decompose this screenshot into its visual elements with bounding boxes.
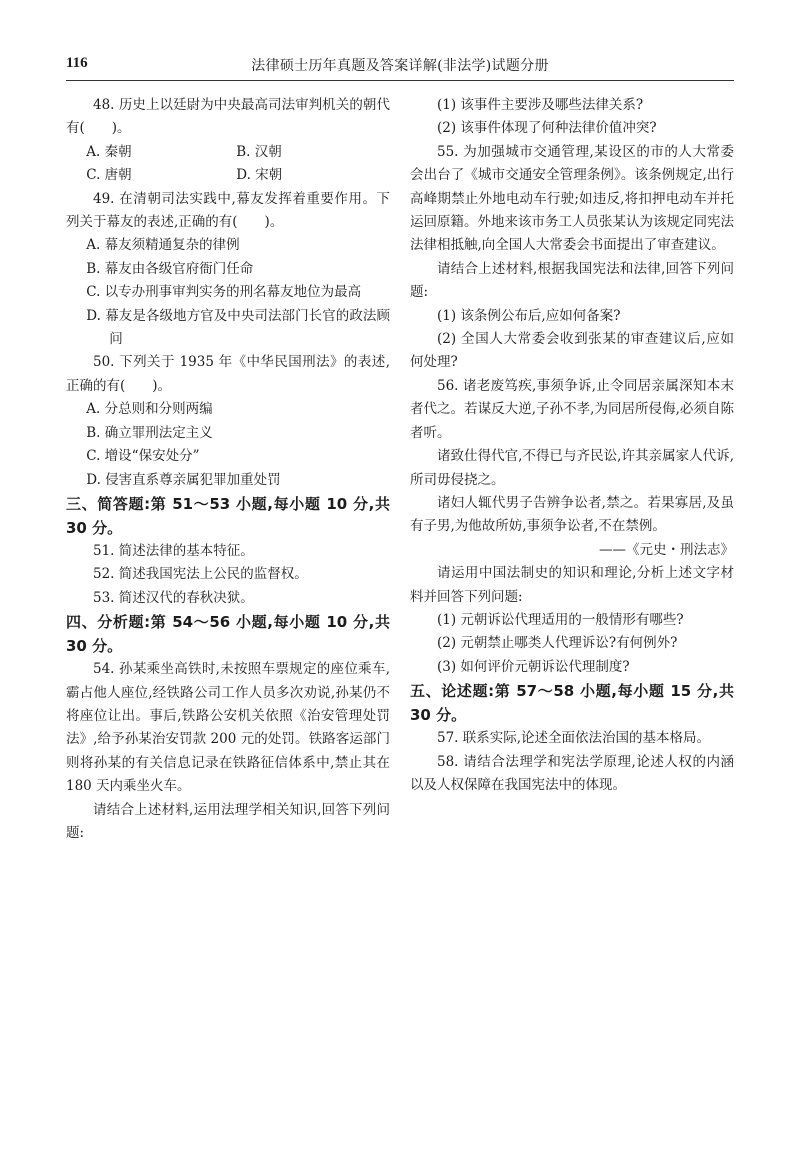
question-51: 51. 简述法律的基本特征。 [93, 542, 254, 559]
question-50-stem: 50. 下列关于 1935 年《中华民国刑法》的表述,正确的有( )。 [66, 354, 390, 394]
question-54-prompt: 请结合上述材料,运用法理学相关知识,回答下列问题: [66, 801, 390, 841]
question-48-options-row-2 [86, 164, 390, 187]
question-56-paragraph-1: 56. 诸老废笃疾,事须争诉,止令同居亲属深知本末者代之。若谋反大逆,子孙不孝,为同居所侵侮,必须自陈者听。 [410, 377, 734, 441]
section-3-heading: 三、简答题:第 51～53 小题,每小题 10 分,共 30 分。 [66, 494, 390, 537]
question-56-subquestion-3: (3) 如何评价元朝诉讼代理制度? [437, 658, 630, 675]
option-49-c: C. 以专办刑事审判实务的刑名幕友地位为最高 [86, 284, 362, 301]
option-49-b: B. 幕友由各级官府衙门任命 [86, 260, 254, 277]
question-54-subquestion-1: (1) 该事件主要涉及哪些法律关系? [437, 97, 644, 113]
question-48-stem: 48. 历史上以廷尉为中央最高司法审判机关的朝代有( )。 [66, 97, 390, 137]
question-57: 57. 联系实际,论述全面依法治国的基本格局。 [437, 730, 711, 747]
option-50-c: C. 增设“保安处分” [86, 448, 200, 465]
running-header-title: 法律硕士历年真题及答案详解(非法学)试题分册 [251, 58, 549, 74]
question-56-paragraph-2: 诸致仕得代官,不得已与齐民讼,许其亲属家人代诉,所司毋侵挠之。 [410, 448, 734, 488]
question-55-subquestion-2: (2) 全国人大常委会收到张某的审查建议后,应如何处理? [410, 331, 734, 371]
question-48-options-row-1 [86, 141, 390, 164]
question-56-subquestion-1: (1) 元朝诉讼代理适用的一般情形有哪些? [437, 611, 684, 628]
option-50-a: A. 分总则和分则两编 [86, 401, 213, 418]
option-49-a: A. 幕友须精通复杂的律例 [86, 237, 240, 254]
option-49-d: D. 幕友是各级地方官及中央司法部门长官的政法顾问 [86, 307, 390, 348]
question-56-subquestion-2: (2) 元朝禁止哪类人代理诉讼?有何例外? [437, 635, 678, 652]
question-55-subquestion-1: (1) 该条例公布后,应如何备案? [437, 307, 621, 324]
question-53: 53. 简述汉代的春秋决狱。 [93, 589, 254, 606]
option-50-b: B. 确立罪刑法定主义 [86, 424, 213, 441]
question-56-prompt: 请运用中国法制史的知识和理论,分析上述文字材料并回答下列问题: [410, 565, 734, 605]
question-55-material: 55. 为加强城市交通管理,某设区的市的人大常委会出台了《城市交通安全管理条例》。该条例规定,出行高峰期禁止外地电动车行驶;如违反,将扣押电动车并托运回原籍。外地来该市务工人员张某认为该规定同宪法法律相抵触,向全国人大常委会书面提出了审查建议。 [410, 143, 734, 254]
page-number: 116 [66, 55, 88, 71]
section-4-heading: 四、分析题:第 54～56 小题,每小题 10 分,共 30 分。 [66, 613, 390, 656]
left-column [66, 94, 390, 845]
option-48-c: C. 唐朝 [86, 167, 132, 184]
question-52: 52. 简述我国宪法上公民的监督权。 [93, 566, 308, 583]
question-58: 58. 请结合法理学和宪法学原理,论述人权的内涵以及人权保障在我国宪法中的体现。 [410, 753, 734, 793]
question-54-subquestion-2: (2) 该事件体现了何种法律价值冲突? [437, 120, 657, 137]
right-column [410, 94, 734, 797]
header-divider [66, 80, 734, 81]
question-54-material: 54. 孙某乘坐高铁时,未按照车票规定的座位乘车,霸占他人座位,经铁路公司工作人员多次劝说,孙某仍不将座位让出。事后,铁路公安机关依照《治安管理处罚法》,给予孙某治安罚款 200 元的处罚。铁路客运部门则将孙某的有关信息记录在铁路征信体系中,禁止其在 180 天内乘坐火车。 [66, 661, 390, 795]
option-48-d: D. 宋朝 [236, 167, 283, 184]
option-48-b: B. 汉朝 [236, 143, 282, 160]
question-49-stem: 49. 在清朝司法实践中,幕友发挥着重要作用。下列关于幕友的表述,正确的有( )。 [66, 190, 390, 231]
option-48-a: A. 秦朝 [86, 143, 132, 160]
question-56-paragraph-3: 诸妇人辄代男子告辨争讼者,禁之。若果寡居,及虽有子男,为他故所妨,事须争讼者,不在禁例。 [410, 494, 734, 535]
question-55-prompt: 请结合上述材料,根据我国宪法和法律,回答下列问题: [410, 260, 734, 301]
section-5-heading: 五、论述题:第 57～58 小题,每小题 15 分,共 30 分。 [410, 682, 734, 725]
option-50-d: D. 侵害直系尊亲属犯罪加重处罚 [86, 471, 281, 488]
question-56-source: ——《元史・刑法志》 [599, 541, 734, 558]
